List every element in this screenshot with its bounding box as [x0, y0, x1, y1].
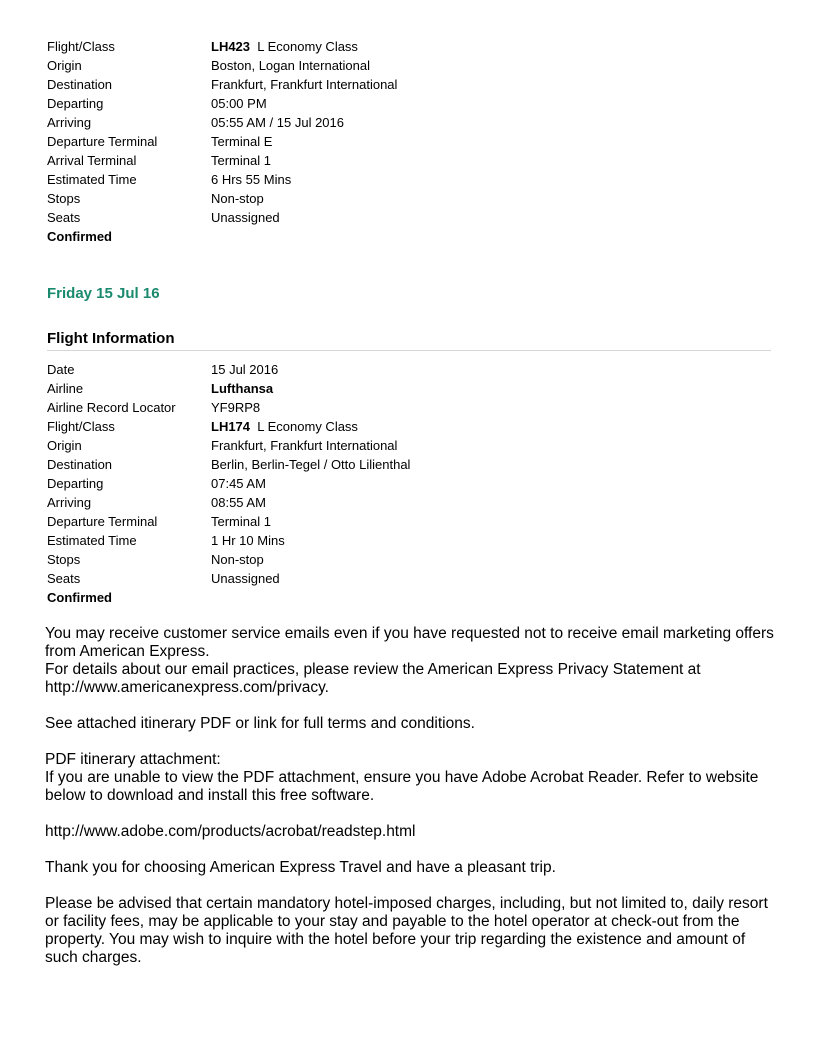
- day-heading: Friday 15 Jul 16: [47, 285, 160, 302]
- detail-label: Airline: [47, 381, 84, 396]
- detail-value: Terminal E: [211, 134, 273, 149]
- adobe-link: http://www.adobe.com/products/acrobat/readstep.html: [45, 823, 416, 840]
- pdf-instructions: If you are unable to view the PDF attachment, ensure you have Adobe Acrobat Reader. Refer to website below to download and install this free software.: [45, 769, 759, 804]
- detail-label: Flight/Class: [47, 419, 115, 434]
- detail-value: YF9RP8: [211, 400, 261, 415]
- detail-row: [47, 512, 410, 531]
- detail-value: Boston, Logan International: [211, 58, 371, 73]
- email-notice: [45, 625, 775, 697]
- detail-row: [47, 75, 397, 94]
- booking-status: Confirmed: [47, 590, 112, 605]
- detail-row: [47, 531, 410, 550]
- detail-value: Terminal 1: [211, 514, 271, 529]
- detail-label: Departing: [47, 96, 104, 111]
- detail-label: Date: [47, 362, 75, 377]
- detail-row: [47, 417, 410, 436]
- detail-value: 05:55 AM / 15 Jul 2016: [211, 115, 344, 130]
- detail-label: Departure Terminal: [47, 514, 158, 529]
- detail-label: Seats: [47, 210, 81, 225]
- detail-row: [47, 455, 410, 474]
- detail-row: [47, 379, 410, 398]
- detail-label: Arrival Terminal: [47, 153, 137, 168]
- detail-row: [47, 170, 397, 189]
- detail-value: Berlin, Berlin-Tegel / Otto Lilienthal: [211, 457, 411, 472]
- detail-value: Non-stop: [211, 552, 264, 567]
- flight-number: LH423: [211, 39, 251, 54]
- detail-value: Frankfurt, Frankfurt International: [211, 77, 398, 92]
- detail-row: [47, 569, 410, 588]
- detail-label: Origin: [47, 58, 82, 73]
- detail-label: Departing: [47, 476, 104, 491]
- detail-value: 08:55 AM: [211, 495, 266, 510]
- detail-label: Origin: [47, 438, 82, 453]
- detail-row: [47, 550, 410, 569]
- flight1-details: [47, 37, 397, 246]
- detail-value: 15 Jul 2016: [211, 362, 279, 377]
- detail-label: Arriving: [47, 495, 92, 510]
- detail-value: Unassigned: [211, 210, 280, 225]
- detail-row: [47, 360, 410, 379]
- detail-value: 05:00 PM: [211, 96, 267, 111]
- detail-label: Destination: [47, 77, 113, 92]
- hotel-charges-text: Please be advised that certain mandatory hotel-imposed charges, including, but not limited to, daily resort or facility fees, may be applicable to your stay and payable to the hotel operator at check-out from the property. You may wish to inquire with the hotel before your trip regarding the existence and amount of such charges.: [45, 895, 768, 966]
- detail-row: [47, 151, 397, 170]
- detail-row: [47, 56, 397, 75]
- detail-label: Stops: [47, 191, 81, 206]
- detail-row: [47, 113, 397, 132]
- detail-value: [211, 37, 358, 56]
- detail-value: 6 Hrs 55 Mins: [211, 172, 292, 187]
- detail-label: Stops: [47, 552, 81, 567]
- email-notice-text: You may receive customer service emails even if you have requested not to receive email marketing offers from American Express.: [45, 625, 774, 660]
- detail-row: [47, 474, 410, 493]
- detail-row: [47, 189, 397, 208]
- airline-name: Lufthansa: [211, 381, 274, 396]
- detail-row: [47, 208, 397, 227]
- detail-label: Departure Terminal: [47, 134, 158, 149]
- detail-row: [47, 132, 397, 151]
- pdf-notice: [45, 751, 775, 805]
- detail-label: Estimated Time: [47, 533, 137, 548]
- detail-value: Terminal 1: [211, 153, 271, 168]
- detail-value: [211, 379, 273, 398]
- privacy-notice-text: For details about our email practices, please review the American Express Privacy Statement at http://www.americanexpress.com/privacy.: [45, 661, 701, 696]
- flight-class: L Economy Class: [257, 39, 358, 54]
- detail-row: [47, 493, 410, 512]
- detail-label: Destination: [47, 457, 113, 472]
- thank-you-text: Thank you for choosing American Express Travel and have a pleasant trip.: [45, 859, 556, 876]
- flight2-details: [47, 360, 410, 607]
- detail-value: Frankfurt, Frankfurt International: [211, 438, 398, 453]
- detail-value: Unassigned: [211, 571, 280, 586]
- detail-value: 1 Hr 10 Mins: [211, 533, 285, 548]
- detail-label: Flight/Class: [47, 39, 115, 54]
- terms-text: See attached itinerary PDF or link for full terms and conditions.: [45, 715, 475, 732]
- detail-row: [47, 398, 410, 417]
- detail-label: Arriving: [47, 115, 92, 130]
- pdf-heading: PDF itinerary attachment:: [45, 751, 221, 768]
- flight-class: L Economy Class: [257, 419, 358, 434]
- detail-row: [47, 94, 397, 113]
- detail-label: Seats: [47, 571, 81, 586]
- flight-number: LH174: [211, 419, 251, 434]
- detail-value: Non-stop: [211, 191, 264, 206]
- detail-label: Airline Record Locator: [47, 400, 176, 415]
- detail-row: [47, 37, 397, 56]
- booking-status: Confirmed: [47, 229, 112, 244]
- detail-label: Estimated Time: [47, 172, 137, 187]
- section-title: Flight Information: [47, 330, 771, 351]
- detail-row: [47, 436, 410, 455]
- detail-value: 07:45 AM: [211, 476, 266, 491]
- detail-value: [211, 417, 358, 436]
- notes-section: [45, 625, 775, 985]
